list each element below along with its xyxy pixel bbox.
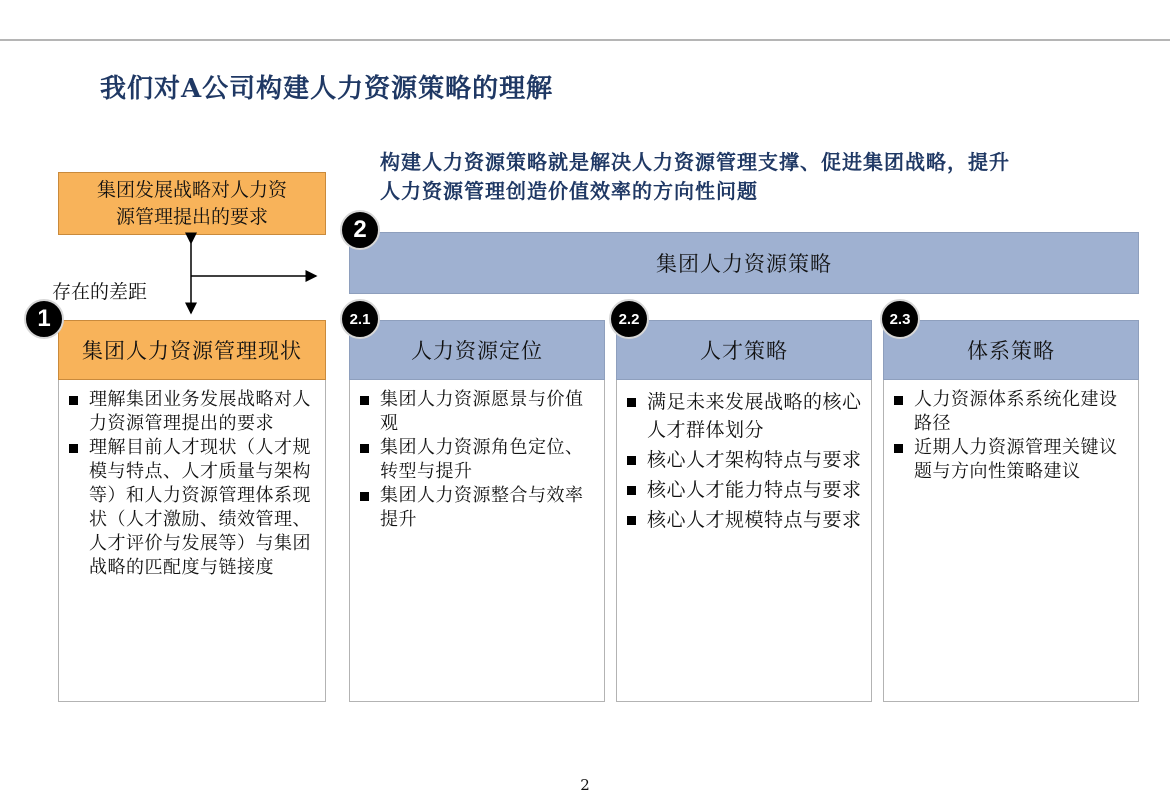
list-item: 满足未来发展战略的核心人才群体划分 (623, 388, 865, 444)
subtitle-line-1: 构建人力资源策略就是解决人力资源管理支撑、促进集团战略，提升 (380, 150, 1010, 174)
top-divider (0, 39, 1170, 41)
hr-positioning-list (356, 388, 598, 532)
requirement-box (58, 172, 326, 235)
strategy-bar (349, 232, 1139, 294)
badge-1: 1 (24, 299, 64, 339)
talent-strategy-header-label: 人才策略 (700, 339, 788, 363)
talent-strategy-header (616, 320, 872, 380)
list-item: 核心人才规模特点与要求 (623, 506, 865, 534)
current-status-header-label: 集团人力资源管理现状 (82, 339, 302, 363)
subtitle-line-2: 人力资源管理创造价值效率的方向性问题 (380, 179, 758, 203)
system-strategy-header (883, 320, 1139, 380)
system-strategy-list (890, 388, 1132, 484)
list-item: 集团人力资源愿景与价值观 (356, 388, 598, 436)
list-item: 近期人力资源管理关键议题与方向性策略建议 (890, 436, 1132, 484)
list-item: 核心人才架构特点与要求 (623, 446, 865, 474)
list-item: 集团人力资源整合与效率提升 (356, 484, 598, 532)
hr-positioning-header (349, 320, 605, 380)
requirement-line-2: 源管理提出的要求 (115, 206, 268, 228)
current-status-body (58, 380, 326, 702)
hr-positioning-body (349, 380, 605, 702)
list-item: 人力资源体系系统化建设路径 (890, 388, 1132, 436)
badge-2: 2 (340, 210, 380, 250)
page-number: 2 (580, 776, 590, 794)
talent-strategy-body (616, 380, 872, 702)
badge-2-2: 2.2 (609, 299, 649, 339)
current-status-list (65, 388, 319, 580)
system-strategy-body (883, 380, 1139, 702)
page-title: 我们对A公司构建人力资源策略的理解 (100, 74, 554, 104)
badge-2-1: 2.1 (340, 299, 380, 339)
talent-strategy-list (623, 388, 865, 534)
badge-2-3: 2.3 (880, 299, 920, 339)
list-item: 理解集团业务发展战略对人力资源管理提出的要求 (65, 388, 319, 436)
list-item: 理解目前人才现状（人才规模与特点、人才质量与架构等）和人力资源管理体系现状（人才激励、绩效管理、人才评价与发展等）与集团战略的匹配度与链接度 (65, 436, 319, 580)
gap-label: 存在的差距 (52, 281, 148, 303)
strategy-label: 集团人力资源策略 (656, 252, 832, 276)
hr-positioning-header-label: 人力资源定位 (411, 339, 543, 363)
list-item: 集团人力资源角色定位、转型与提升 (356, 436, 598, 484)
system-strategy-header-label: 体系策略 (967, 339, 1055, 363)
requirement-line-1: 集团发展战略对人力资 (96, 179, 287, 201)
subtitle (380, 148, 1140, 206)
list-item: 核心人才能力特点与要求 (623, 476, 865, 504)
current-status-header (58, 320, 326, 380)
